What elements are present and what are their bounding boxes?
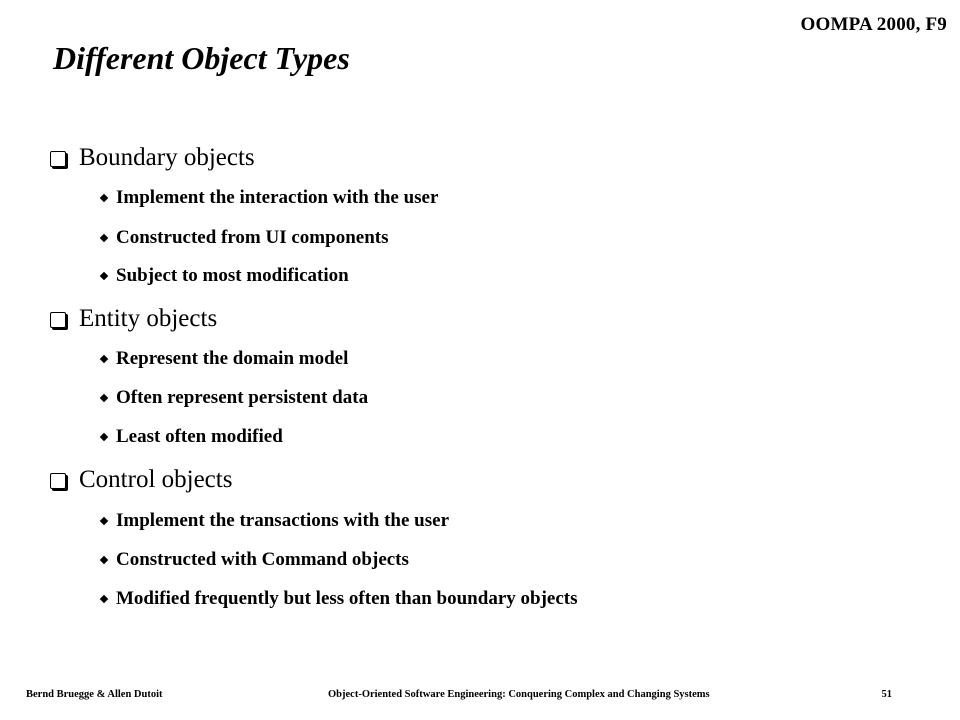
- diamond-bullet-icon: [100, 394, 108, 402]
- diamond-bullet-icon: [100, 556, 108, 564]
- point-label: Subject to most modification: [116, 265, 349, 286]
- topic-boundary-objects: [50, 144, 255, 172]
- point-item: [99, 387, 368, 409]
- topic-label: Control objects: [79, 466, 233, 493]
- point-item: [99, 588, 577, 610]
- topic-label: Entity objects: [79, 305, 218, 332]
- topic-label: Boundary objects: [79, 144, 255, 171]
- footer-authors: Bernd Bruegge & Allen Dutoit: [26, 689, 163, 700]
- slide-title: Different Object Types: [53, 40, 350, 76]
- diamond-bullet-icon: [100, 517, 108, 525]
- diamond-bullet-icon: [100, 272, 108, 280]
- square-bullet-icon: [50, 151, 66, 167]
- square-bullet-icon: [50, 312, 66, 328]
- diamond-bullet-icon: [100, 194, 108, 202]
- topic-control-objects: [50, 466, 232, 494]
- diamond-bullet-icon: [100, 355, 108, 363]
- diamond-bullet-icon: [100, 234, 108, 242]
- point-item: [99, 348, 348, 370]
- point-label: Constructed with Command objects: [116, 549, 409, 570]
- course-tag: OOMPA 2000, F9: [800, 14, 947, 35]
- point-item: [99, 510, 449, 532]
- point-label: Often represent persistent data: [116, 387, 369, 408]
- diamond-bullet-icon: [100, 595, 108, 603]
- point-label: Implement the interaction with the user: [116, 187, 439, 208]
- topic-entity-objects: [50, 305, 217, 333]
- point-label: Modified frequently but less often than boundary objects: [116, 588, 578, 609]
- footer-book-title: Object-Oriented Software Engineering: Conquering Complex and Changing Systems: [328, 689, 710, 700]
- footer-page-number: 51: [881, 689, 892, 700]
- point-label: Least often modified: [116, 426, 283, 447]
- square-bullet-icon: [50, 473, 66, 489]
- point-item: [99, 265, 349, 287]
- point-item: [99, 426, 283, 448]
- point-label: Implement the transactions with the user: [116, 510, 450, 531]
- point-label: Represent the domain model: [116, 348, 349, 369]
- point-item: [99, 187, 438, 209]
- point-label: Constructed from UI components: [116, 227, 389, 248]
- point-item: [99, 227, 389, 249]
- point-item: [99, 549, 409, 571]
- diamond-bullet-icon: [100, 433, 108, 441]
